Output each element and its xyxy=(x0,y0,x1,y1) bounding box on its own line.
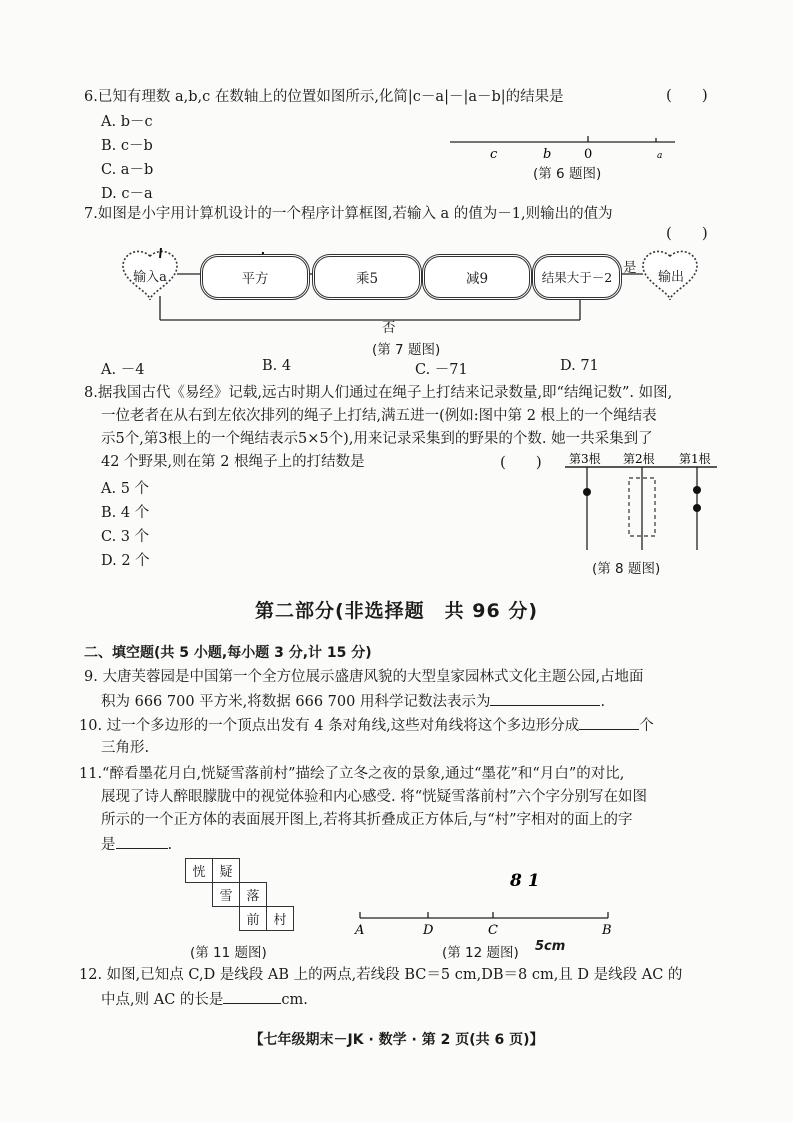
q8-rope-2-label: 第2根 xyxy=(623,452,655,466)
q7-option-c: C. －71 xyxy=(415,362,468,378)
q9-line2 xyxy=(101,689,605,714)
part2-title: 第二部分(非选择题 共 96 分) xyxy=(254,600,539,622)
q9-line2-text: 积为 666 700 平方米,将数据 666 700 用科学记数法表示为 xyxy=(101,694,491,710)
q12-line2 xyxy=(101,987,308,1012)
q6-point-a: a xyxy=(657,151,663,161)
q8-rope-1-label: 第1根 xyxy=(679,452,711,466)
q11-line4-text: 是 xyxy=(101,837,116,853)
q7-input-label: 输入a xyxy=(133,270,167,285)
q11-line3: 所示的一个正方体的表面展开图上,若将其折叠成正方体后,与“村”字相对的面上的字 xyxy=(101,812,633,828)
q6-option-d: D. c－a xyxy=(101,186,153,202)
q11-line4 xyxy=(101,832,172,857)
q6-point-zero: 0 xyxy=(584,147,593,162)
q8-option-b: B. 4 个 xyxy=(101,505,150,521)
q12-answer-blank[interactable] xyxy=(223,987,281,1004)
q12-caption: (第 12 题图) xyxy=(442,945,519,961)
q8-option-d: D. 2 个 xyxy=(101,553,150,569)
q8-stem-line2: 一位老者在从右到左依次排列的绳子上打结,满五进一(例如:图中第 2 根上的一个绳结表 xyxy=(101,408,657,424)
q11-line2: 展现了诗人醉眼朦胧中的视觉体验和内心感受. 将“恍疑雪落前村”六个字分别写在如图 xyxy=(101,789,648,805)
q10-answer-blank[interactable] xyxy=(579,713,639,730)
q12-point-b: B xyxy=(602,923,612,936)
q7-option-d: D. 71 xyxy=(560,358,599,374)
net-cell-6: 村 xyxy=(266,906,294,931)
q7-output-label: 输出 xyxy=(657,270,684,285)
fill-in-section-title: 二、填空题(共 5 小题,每小题 3 分,计 15 分) xyxy=(84,645,372,661)
q12-unit: cm. xyxy=(281,992,308,1008)
q9-end: . xyxy=(600,694,606,710)
q8-rope-figure xyxy=(565,450,725,558)
q9-line1: 9. 大唐芙蓉园是中国第一个全方位展示盛唐风貌的大型皇家园林式文化主题公园,占地面 xyxy=(84,669,644,685)
q11-answer-blank[interactable] xyxy=(116,832,168,849)
q8-answer-paren: ( ) xyxy=(500,453,542,471)
q6-stem: 6.已知有理数 a,b,c 在数轴上的位置如图所示,化简|c－a|－|a－b|的结果是 xyxy=(84,89,564,105)
net-cell-5: 前 xyxy=(239,906,267,931)
q7-option-b: B. 4 xyxy=(262,358,292,374)
q12-point-d: D xyxy=(423,923,434,936)
q6-point-c: c xyxy=(490,147,498,162)
q8-option-c: C. 3 个 xyxy=(101,529,150,545)
q10-line1-end: 个 xyxy=(639,718,654,734)
q7-caption: (第 7 题图) xyxy=(372,342,441,358)
net-cell-4: 落 xyxy=(239,882,267,907)
q8-caption: (第 8 题图) xyxy=(592,561,661,577)
q12-line1: 12. 如图,已知点 C,D 是线段 AB 上的两点,若线段 BC＝5 cm,DB＝8 cm,且 D 是线段 AC 的 xyxy=(79,967,683,983)
q8-stem-line3: 示5个,第3根上的一个绳结表示5×5个),用来记录采集到的野果的个数. 她一共采集到了 xyxy=(101,431,653,447)
q11-line1: 11.“醉看墨花月白,恍疑雪落前村”描绘了立冬之夜的景象,通过“墨花”和“月白”的对比, xyxy=(79,766,625,782)
q6-number-line xyxy=(445,128,685,164)
q7-yes-label: 是 xyxy=(623,260,637,276)
q7-answer-paren: ( ) xyxy=(666,224,708,242)
q12-handwriting-81: 8 1 xyxy=(510,871,540,891)
q12-handwriting-5cm: 5cm xyxy=(535,939,566,954)
q6-option-c: C. a－b xyxy=(101,162,154,178)
q7-no-label: 否 xyxy=(382,320,396,336)
q6-caption: (第 6 题图) xyxy=(533,166,602,182)
q6-option-b: B. c－b xyxy=(101,138,153,154)
q7-option-a: A. －4 xyxy=(101,362,145,378)
page-footer: 【七年级期末－JK · 数学 · 第 2 页(共 6 页)】 xyxy=(249,1032,544,1048)
q10-line2: 三角形. xyxy=(101,740,150,756)
q9-answer-blank[interactable] xyxy=(490,689,600,706)
q10-line1-text: 10. 过一个多边形的一个顶点出发有 4 条对角线,这些对角线将这个多边形分成 xyxy=(79,718,580,734)
q7-step-square: 平方 xyxy=(200,254,310,300)
q7-flowchart xyxy=(120,248,720,336)
q12-segment-figure xyxy=(350,868,620,936)
q11-cube-net xyxy=(185,858,295,938)
net-cell-3: 雪 xyxy=(212,882,240,907)
q7-stem: 7.如图是小宇用计算机设计的一个程序计算框图,若输入 a 的值为－1,则输出的值为 xyxy=(84,206,613,222)
q6-answer-paren: ( ) xyxy=(666,86,708,104)
net-cell-1: 恍 xyxy=(185,858,213,883)
q8-stem-line4: 42 个野果,则在第 2 根绳子上的打结数是 xyxy=(101,454,365,470)
q8-rope-3-label: 第3根 xyxy=(569,452,601,466)
q11-end: . xyxy=(167,837,173,853)
q6-point-b: b xyxy=(543,147,552,162)
q11-caption: (第 11 题图) xyxy=(190,945,267,961)
q6-option-a: A. b－c xyxy=(101,114,153,130)
q12-point-a: A xyxy=(355,923,365,936)
q8-option-a: A. 5 个 xyxy=(101,481,150,497)
q10-line1 xyxy=(79,713,654,738)
net-cell-2: 疑 xyxy=(212,858,240,883)
q12-point-c: C xyxy=(488,923,498,936)
q7-step-condition: 结果大于－2 xyxy=(532,254,622,300)
q7-step-times5: 乘5 xyxy=(312,254,422,300)
q12-line2-text: 中点,则 AC 的长是 xyxy=(101,992,224,1008)
q8-stem-line1: 8.据我国古代《易经》记载,远古时期人们通过在绳子上打结来记录数量,即“结绳记数”. 如图, xyxy=(84,385,673,401)
q7-step-minus9: 减9 xyxy=(422,254,532,300)
